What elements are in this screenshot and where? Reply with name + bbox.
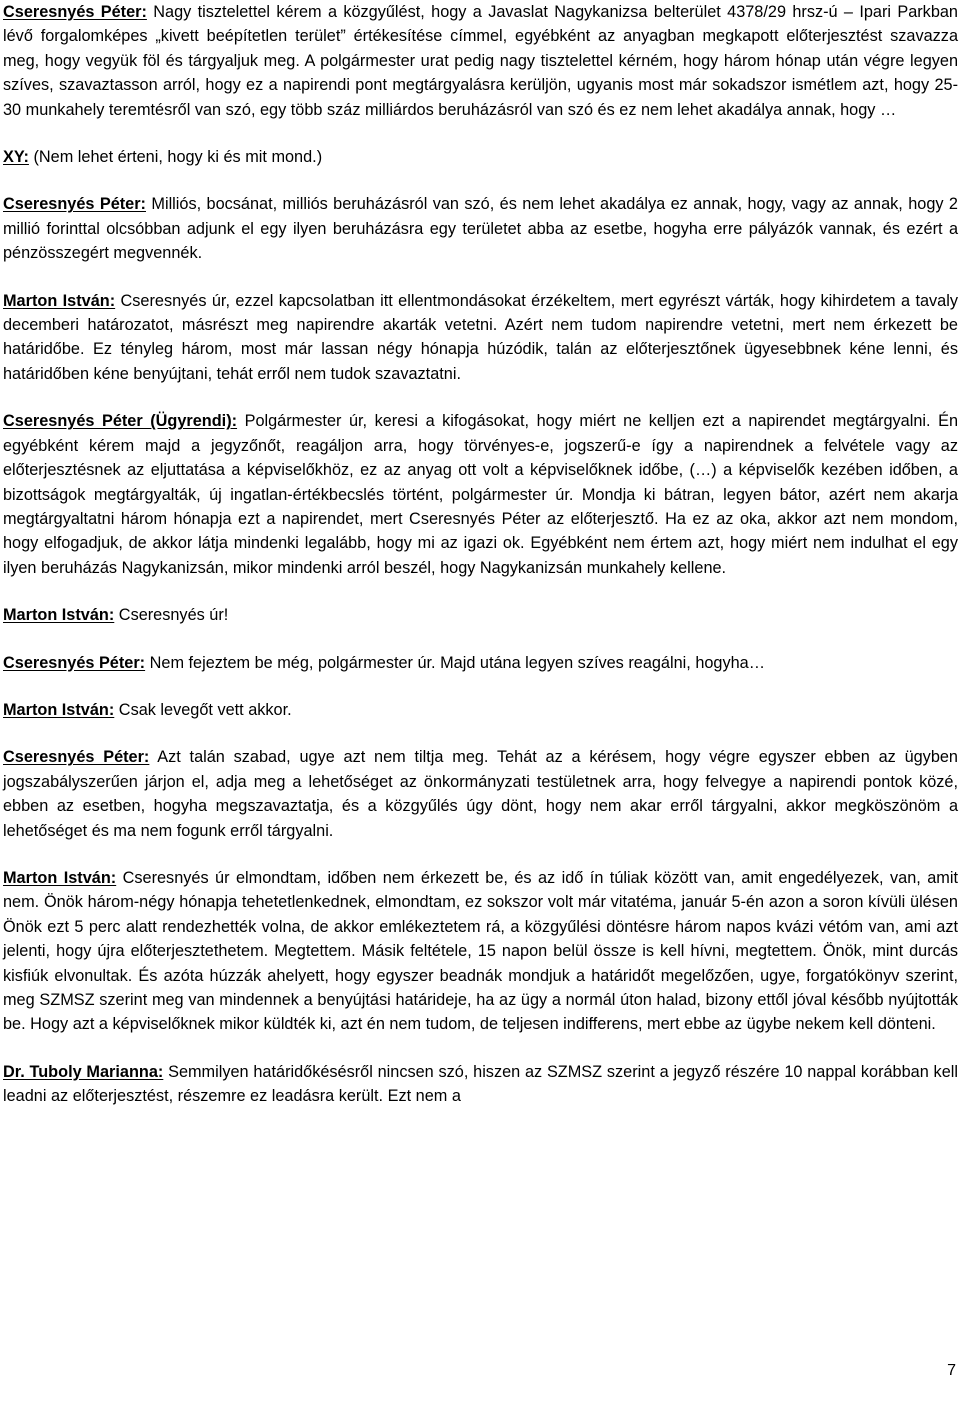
- paragraph: [3, 603, 958, 627]
- paragraph: [3, 289, 958, 387]
- paragraph: [3, 145, 958, 169]
- paragraph-text: Nagy tisztelettel kérem a közgyűlést, hogy a Javaslat Nagykanizsa belterület 4378/29 hrsz-ú – Ipari Parkban lévő forgalomképes „kivett beépítetlen terület” értékesítése címmel, egyébként az anyagban megkapott előterjesztést szavazza meg, hogy vegyük föl és tárgyaljuk meg. A polgármester urat pedig nagy tisztelettel kérném, hogy három hónap után végre legyen szíves, szavaztasson arról, hogy ez a napirendi pont megtárgyalásra kerüljön, ugyanis most már sokadszor ismétlem azt, hogy 25-30 munkahely teremtésről van szó, egy több száz milliárdos beruházásról van szó és ez nem lehet akadálya annak, hogy …: [3, 3, 958, 119]
- page-number: 7: [947, 1362, 956, 1379]
- paragraph-text: Cseresnyés úr elmondtam, időben nem érkezett be, és az idő ín túliak között van, amit engedélyezek, van, amit nem. Önök három-négy hónapja tehetetlenkednek, elmondtam, ez sokszor volt már vitatéma, január 5-én azon a soron kívüli ülésen Önök ezt 5 perc alatt rendezhették volna, de akkor emlékeztetem rá, a közgyűlési döntésre három napos kvázi vétóm van, ami azt jelenti, hogy újra előterjesztethetem. Megtettem. Másik feltétele, 15 napon belül össze is kell hívni, megtettem. Önök, mint durcás kisfiúk elvonultak. És azóta húzzák ahelyett, hogy egyszer beadnák mondjuk a határidőt megelőzően, ugye, forgatókönyv szerint, meg SZMSZ szerint meg van mindennek a benyújtási határideje, ha az ügy a normál úton halad, bizony ettől jóval később nyújtották be. Hogy azt a képviselőknek mikor küldték ki, azt én nem tudom, de teljesen indifferens, mert ebbe az ügybe nekem kell dönteni.: [3, 868, 958, 1034]
- paragraph-text: Cseresnyés úr, ezzel kapcsolatban itt ellentmondásokat érzékeltem, mert egyrészt várták, hogy kihirdetem a tavaly decemberi határozatot, másrészt meg napirendre akarták vetetni. Azért nem tudom napirendre vetetni, mert nem érkezett be határidőbe. Ez tényleg három, most már lassan négy hónapja húzódik, talán az előterjesztőnek ügyesebbnek kéne lenni, és határidőben kéne benyújtani, tehát erről nem tudok szavaztatni.: [3, 291, 958, 383]
- paragraph-text: (Nem lehet érteni, hogy ki és mit mond.): [28, 148, 323, 167]
- paragraph-text: Semmilyen határidőkésésről nincsen szó, hiszen az SZMSZ szerint a jegyző részére 10 nappal korábban kell leadni az előterjesztést, részemre ez leadásra került. Ezt nem a: [3, 1062, 958, 1106]
- paragraph: [3, 1060, 958, 1109]
- paragraph-text: Milliós, bocsánat, milliós beruházásról van szó, és nem lehet akadálya ez annak, hogy, vagy az annak, hogy 2 millió forinttal olcsóbban adjunk el egy ilyen beruházásra egy területet abba az esetbe, hogyha erre pályázók vannak, és ezért a pénzösszegért megvennék.: [3, 195, 958, 263]
- speaker-name: XY:: [3, 148, 29, 167]
- paragraph: [3, 866, 958, 1037]
- speaker-name: Dr. Tuboly Marianna:: [3, 1062, 164, 1081]
- speaker-name: Marton István:: [3, 291, 116, 310]
- speaker-name: Cseresnyés Péter:: [3, 3, 147, 21]
- paragraph-text: Cseresnyés úr!: [114, 606, 229, 625]
- speaker-name: Marton István:: [3, 700, 115, 719]
- paragraph: [3, 745, 958, 843]
- paragraph: [3, 192, 958, 265]
- paragraph: [3, 651, 958, 675]
- speaker-name: Cseresnyés Péter:: [3, 653, 146, 672]
- paragraph: [3, 0, 958, 122]
- document-page: [3, 0, 958, 1132]
- paragraph-text: Nem fejeztem be még, polgármester úr. Majd utána legyen szíves reagálni, hogyha…: [145, 653, 766, 672]
- paragraph-text: Polgármester úr, keresi a kifogásokat, hogy miért ne kelljen ezt a napirendet megtárgyalni. Én egyébként kérem majd a jegyzőnőt, reagáljon arra, hogy törvényes-e, jogszerű-e így a napirendnek a felvétele vagy az előterjesztésnek az eljuttatása a képviselőkhöz, ez az anyag ott volt a képviselőknek időbe, (…) a képviselők kezében időben, a bizottságok megtárgyalták, új ingatlan-értékbecslés történt, polgármester úr. Mondja ki bátran, legyen bátor, azért nem akarja megtárgyaltatni három hónapja ezt a napirendet, mert Cseresnyés Péter az előterjesztő. Ha ez az oka, akkor azt nem mondom, hogy elfogadjuk, de akkor látja mindenki legalább, hogy mi az igazi ok. Egyébként nem értem azt, hogy miért nem indulhat el egy ilyen beruházás Nagykanizsán, mikor mindenki arról beszél, hogy Nagykanizsán munkahely kellene.: [3, 412, 958, 577]
- paragraph-text: Csak levegőt vett akkor.: [114, 700, 292, 719]
- speaker-name: Marton István:: [3, 606, 115, 625]
- speaker-name: Marton István:: [3, 868, 117, 887]
- paragraph: [3, 698, 958, 722]
- paragraph-text: Azt talán szabad, ugye azt nem tiltja meg. Tehát az a kérésem, hogy végre egyszer ebben az ügyben jogszabályszerűen járjon el, adja meg a lehetőséget az önkormányzati testületnek arra, hogy felvegye a napirendi pontok közé, ebben az esetben, hogyha megszavaztatja, és a közgyűlés úgy dönt, hogy nem akar erről tárgyalni, akkor megköszönöm a lehetőséget és ma nem fogunk erről tárgyalni.: [3, 748, 958, 840]
- speaker-name: Cseresnyés Péter:: [3, 195, 146, 214]
- speaker-name: Cseresnyés Péter:: [3, 748, 150, 767]
- speaker-name: Cseresnyés Péter (Ügyrendi):: [3, 412, 238, 431]
- paragraph: [3, 409, 958, 580]
